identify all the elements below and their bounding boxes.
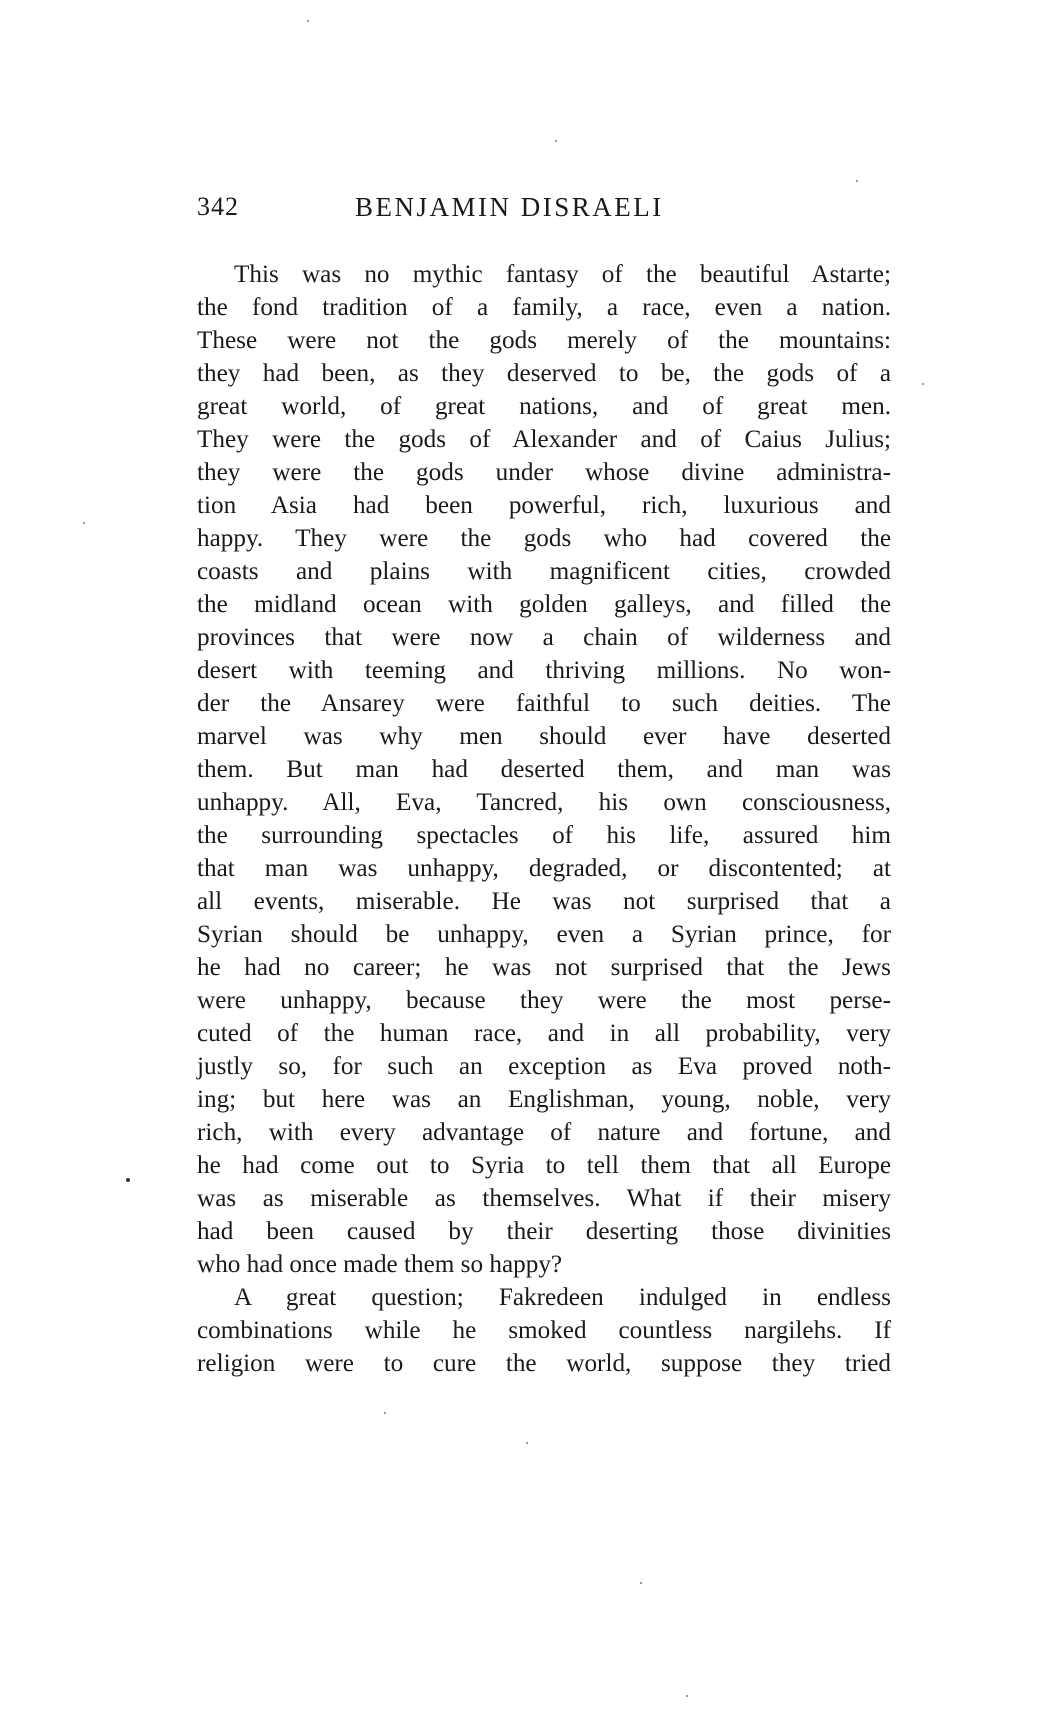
scan-speck xyxy=(126,1178,130,1182)
scan-speck xyxy=(640,1582,642,1584)
text-line: cuted of the human race, and in all probability, very xyxy=(197,1020,891,1047)
text-line: the fond tradition of a family, a race, even a nation. xyxy=(197,294,891,321)
text-line: der the Ansarey were faithful to such deities. The xyxy=(197,690,891,717)
text-line: were unhappy, because they were the most perse- xyxy=(197,987,891,1014)
text-line: A great question; Fakredeen indulged in endless xyxy=(234,1284,891,1311)
scan-speck xyxy=(526,1442,528,1444)
text-line: justly so, for such an exception as Eva proved noth- xyxy=(197,1053,891,1080)
scan-speck xyxy=(686,1695,688,1697)
scan-speck xyxy=(922,383,924,385)
scan-speck xyxy=(555,140,557,142)
text-line: rich, with every advantage of nature and fortune, and xyxy=(197,1119,891,1146)
text-line: the surrounding spectacles of his life, assured him xyxy=(197,822,891,849)
text-line: They were the gods of Alexander and of Caius Julius; xyxy=(197,426,891,453)
text-line: was as miserable as themselves. What if their misery xyxy=(197,1185,891,1212)
text-line: all events, miserable. He was not surprised that a xyxy=(197,888,891,915)
text-line: desert with teeming and thriving millions. No won- xyxy=(197,657,891,684)
scan-speck xyxy=(83,522,85,524)
text-line: This was no mythic fantasy of the beautiful Astarte; xyxy=(234,261,891,288)
text-line: combinations while he smoked countless nargilehs. If xyxy=(197,1317,891,1344)
text-line: he had no career; he was not surprised that the Jews xyxy=(197,954,891,981)
text-line: religion were to cure the world, suppose they tried xyxy=(197,1350,891,1377)
scan-speck xyxy=(856,180,858,182)
text-line: who had once made them so happy? xyxy=(197,1251,563,1278)
scan-speck xyxy=(384,1412,386,1414)
page-number: 342 xyxy=(197,192,239,221)
text-line: great world, of great nations, and of great men. xyxy=(197,393,891,420)
text-line: had been caused by their deserting those divinities xyxy=(197,1218,891,1245)
text-line: they had been, as they deserved to be, the gods of a xyxy=(197,360,891,387)
text-line: unhappy. All, Eva, Tancred, his own consciousness, xyxy=(197,789,891,816)
scan-speck xyxy=(307,20,309,22)
body-text xyxy=(197,258,891,1380)
text-line: marvel was why men should ever have deserted xyxy=(197,723,891,750)
text-line: the midland ocean with golden galleys, and filled the xyxy=(197,591,891,618)
text-line: happy. They were the gods who had covered the xyxy=(197,525,891,552)
page-header xyxy=(197,192,897,232)
text-line: they were the gods under whose divine administra- xyxy=(197,459,891,486)
text-line: coasts and plains with magnificent cities, crowded xyxy=(197,558,891,585)
text-line: he had come out to Syria to tell them that all Europe xyxy=(197,1152,891,1179)
running-title: BENJAMIN DISRAELI xyxy=(355,192,664,222)
text-line: tion Asia had been powerful, rich, luxurious and xyxy=(197,492,891,519)
text-line: them. But man had deserted them, and man was xyxy=(197,756,891,783)
text-line: These were not the gods merely of the mountains: xyxy=(197,327,891,354)
text-line: provinces that were now a chain of wilderness and xyxy=(197,624,891,651)
text-line: Syrian should be unhappy, even a Syrian prince, for xyxy=(197,921,891,948)
text-line: that man was unhappy, degraded, or discontented; at xyxy=(197,855,891,882)
text-line: ing; but here was an Englishman, young, noble, very xyxy=(197,1086,891,1113)
